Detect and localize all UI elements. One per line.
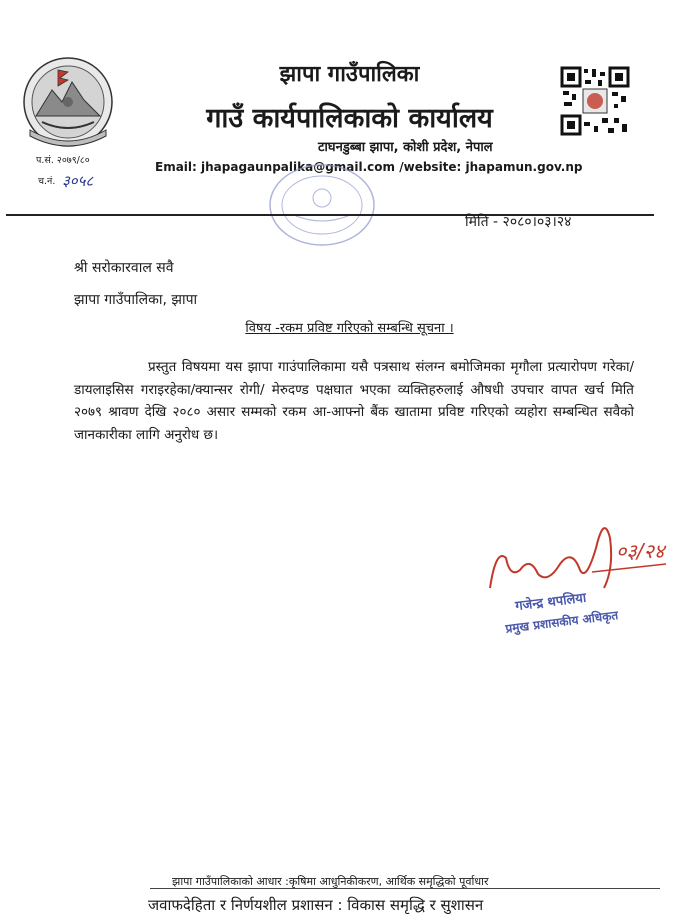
office-address: टाघनडुब्बा झापा, कोशी प्रदेश, नेपाल	[318, 140, 493, 155]
reference-fiscal-year: प.सं. २०७९/८०	[36, 155, 90, 166]
signature-date: ०३/२४	[616, 539, 665, 563]
office-title: गाउँ कार्यपालिकाको कार्यालय	[206, 103, 493, 134]
letter-subject: विषय -रकम प्रविष्ट गरिएको सम्बन्धि सूचना ।	[245, 321, 454, 336]
footer-motto-line1: झापा गाउँपालिकाको आधार :कृषिमा आधुनिकीकरण, आर्थिक समृद्धिको पूर्वाधार	[172, 875, 489, 888]
letter-date: मिति - २०८०।०३।२४	[465, 214, 572, 230]
office-org-name: झापा गाउँपालिका	[279, 62, 420, 87]
letter-body: प्रस्तुत विषयमा यस झापा गाउंपालिकामा यसै पत्रसाथ संलग्न बमोजिमका मृगौला प्रत्यारोपण गरेका/डायलाइसिस गराइरहेका/क्यान्सर रोगी/ मेरुदण्ड पक्षघात भएका व्यक्तिहरुलाई औषधी उपचार वापत खर्च मिति २०७९ श्रावण देखि २०८० असार सम्मको रकम आ-आफ्नो बैंक खातामा प्रविष्ट गरिएको व्यहोरा सम्बन्धित सवैको जानकारीका लागि अनुरोध छ।	[74, 359, 634, 443]
dispatch-number-handwritten: ३०५८	[62, 172, 94, 190]
official-stamp-icon	[266, 160, 378, 250]
office-contact: Email: jhapagaunpalika@gmail.com /website: jhapamun.gov.np	[155, 160, 583, 174]
dispatch-number-label: च.नं.	[38, 176, 56, 187]
footer-divider	[150, 888, 660, 889]
signatory-title: प्रमुख प्रशासकीय अधिकृत	[504, 608, 619, 636]
recipient-line-1: श्री सरोकारवाल सवै	[74, 260, 174, 276]
recipient-line-2: झापा गाउँपालिका, झापा	[74, 292, 198, 308]
signatory-name: गजेन्द्र थपलिया	[514, 590, 588, 615]
footer-motto-line2: जवाफदेहिता र निर्णयशील प्रशासन : विकास समृद्धि र सुशासन	[148, 896, 484, 914]
